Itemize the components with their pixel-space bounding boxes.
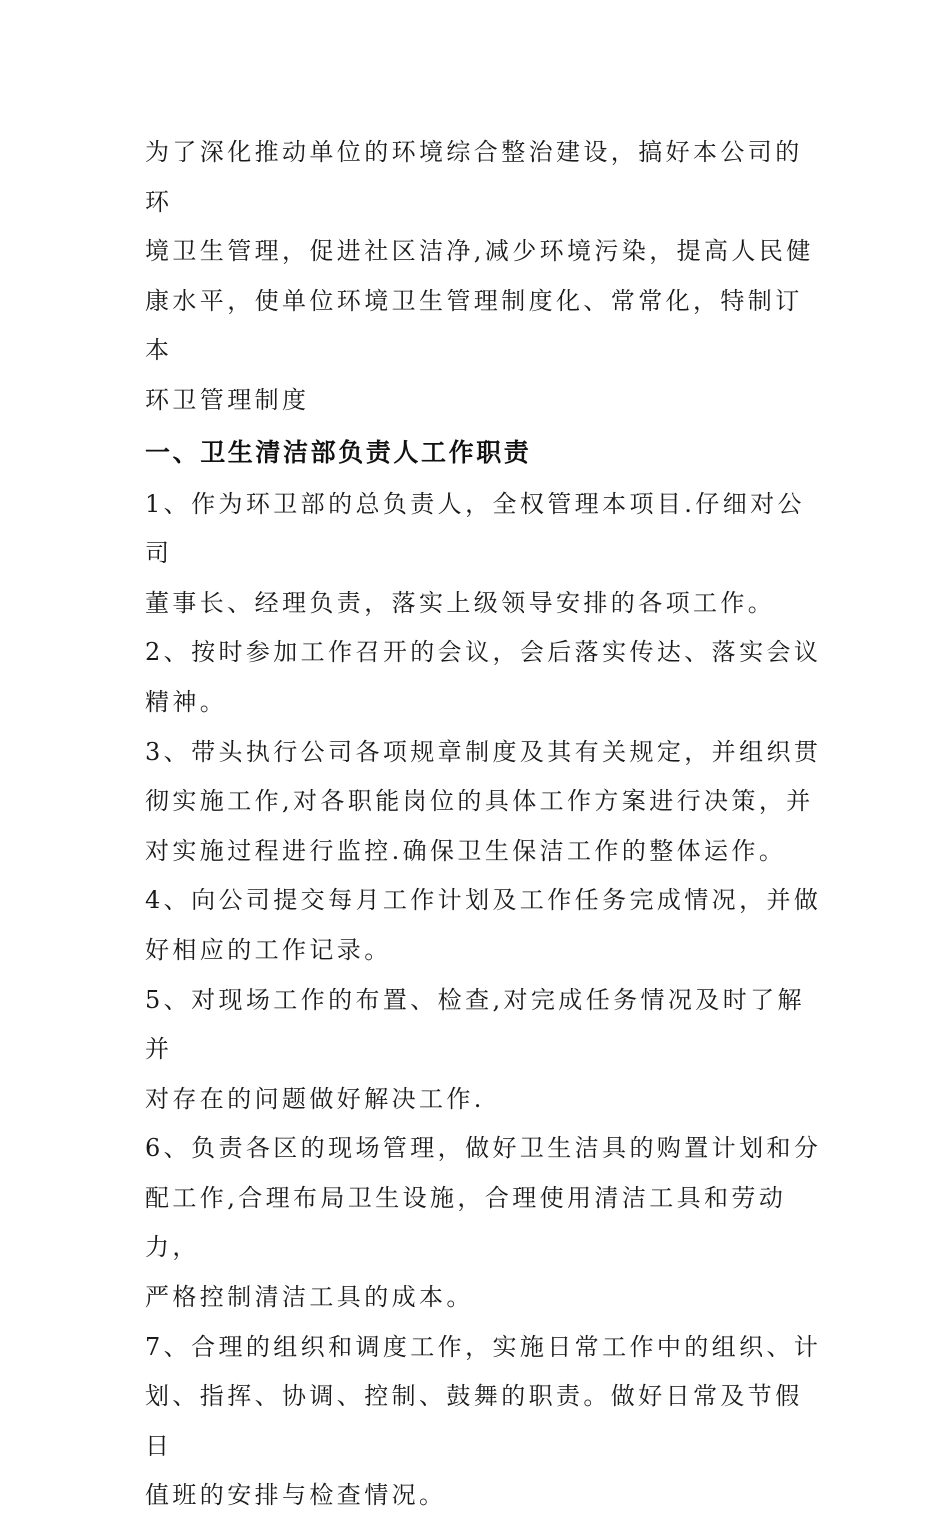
document-body: [145, 128, 825, 1521]
duty-item-5: 5、对现场工作的布置、检查,对完成任务情况及时了解并 对存在的问题做好解决工作.: [145, 985, 805, 1113]
duty-item-1: 1、作为环卫部的总负责人，全权管理本项目.仔细对公司 董事长、经理负责，落实上级领导安排的各项工作。: [145, 489, 805, 617]
duty-item-4: 4、向公司提交每月工作计划及工作任务完成情况，并做 好相应的工作记录。: [145, 886, 822, 964]
intro-paragraph: 为了深化推动单位的环境综合整治建设，搞好本公司的环 境卫生管理，促进社区洁净,减少环境污染，提高人民健 康水平，使单位环境卫生管理制度化、常常化，特制订本 环卫管理制度: [145, 138, 814, 414]
duty-item-6: 6、负责各区的现场管理，做好卫生洁具的购置计划和分 配工作,合理布局卫生设施，合理使用清洁工具和劳动力， 严格控制清洁工具的成本。: [145, 1134, 822, 1312]
duty-item-2: 2、按时参加工作召开的会议，会后落实传达、落实会议 精神。: [145, 638, 822, 716]
duty-item-7: 7、合理的组织和调度工作，实施日常工作中的组织、计 划、指挥、协调、控制、鼓舞的职责。做好日常及节假日 值班的安排与检查情况。: [145, 1332, 822, 1510]
section-heading: 一、卫生清洁部负责人工作职责: [145, 437, 532, 467]
duty-item-3: 3、带头执行公司各项规章制度及其有关规定，并组织贯 彻实施工作,对各职能岗位的具体工作方案进行决策，并 对实施过程进行监控.确保卫生保洁工作的整体运作。: [145, 737, 822, 865]
